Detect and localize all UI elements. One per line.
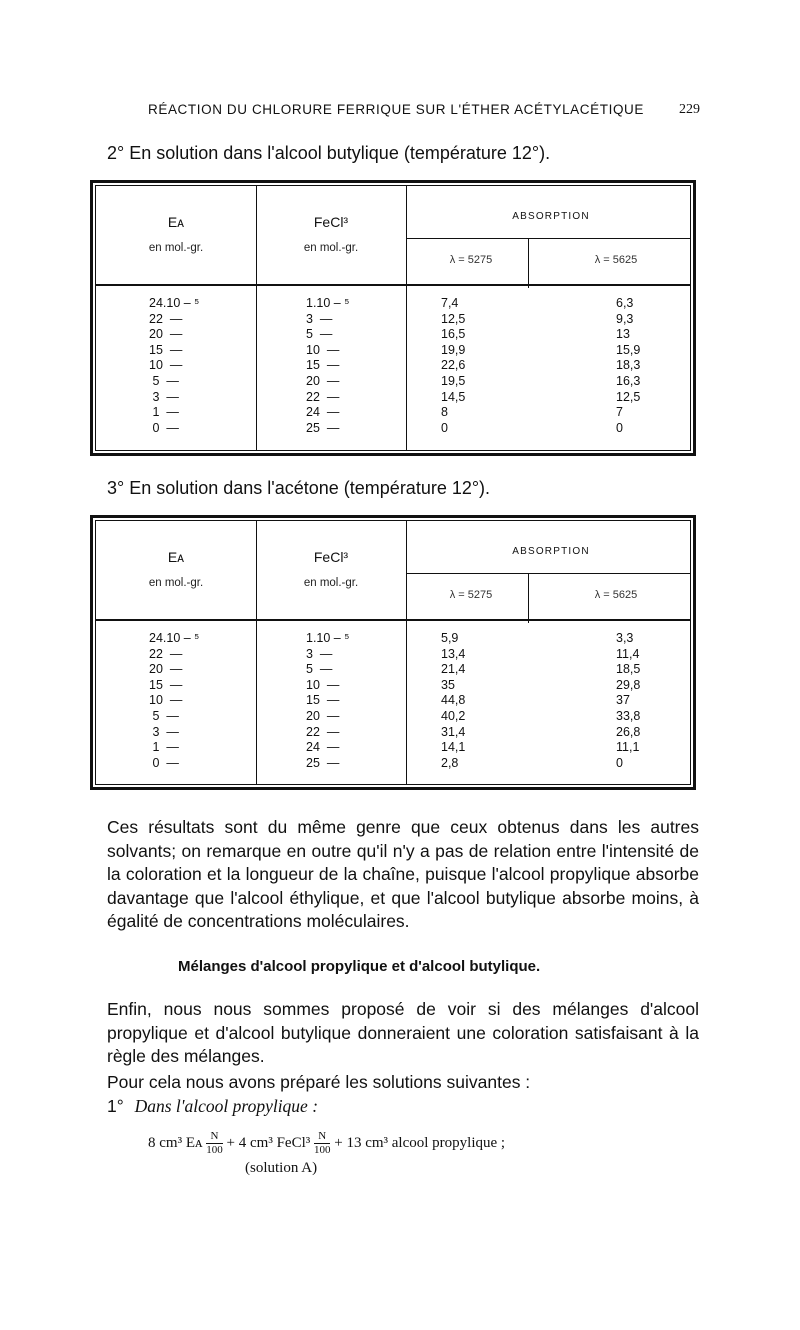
table-cell: 22 — [149, 646, 183, 661]
table-cell: 5 — [306, 662, 333, 677]
table-cell: 15 — [149, 342, 183, 357]
running-head [148, 102, 708, 126]
table-cell: 10 — [149, 693, 183, 708]
table-cell: 19,5 [441, 373, 466, 388]
table-cell: 0 — [149, 420, 179, 435]
table-cell: 37 [616, 693, 630, 708]
column-fecl3-values [306, 631, 396, 771]
table-cell: 9,3 [616, 311, 634, 326]
table-cell: 3 — [149, 724, 179, 739]
table-cell: 16,5 [441, 327, 466, 342]
column-ea-values [149, 631, 239, 771]
column-abs-5625 [616, 296, 686, 436]
table-cell: 5 — [306, 327, 333, 342]
fraction-denominator: 100 [206, 1144, 223, 1156]
table-cell: 3,3 [616, 631, 634, 645]
table-cell: 0 [616, 420, 623, 435]
table-cell: 18,5 [616, 662, 641, 677]
line-preparation: Pour cela nous avons préparé les solutions suivantes : [107, 1072, 531, 1092]
table-cell: 8 [441, 405, 448, 420]
table-cell: 44,8 [441, 693, 466, 708]
table-cell: 40,2 [441, 708, 466, 723]
col-header-fecl3: FeCl³ [313, 549, 349, 565]
table-cell: 22 — [306, 389, 340, 404]
table-acetone [90, 515, 696, 790]
table-cell: 1.10 – ⁵ [306, 296, 350, 310]
lambda-5625: λ = 5625 [594, 589, 638, 601]
table-cell: 21,4 [441, 662, 466, 677]
col-header-fecl3: FeCl³ [313, 214, 349, 230]
table-cell: 7 [616, 405, 623, 420]
table-cell: 20 — [149, 327, 183, 342]
table-cell: 19,9 [441, 342, 466, 357]
table-cell: 16,3 [616, 373, 641, 388]
table-cell: 0 — [149, 755, 179, 770]
formula-part-alcohol: + 13 cm³ alcool propylique ; [334, 1134, 506, 1151]
table-cell: 31,4 [441, 724, 466, 739]
table-cell: 2,8 [441, 755, 459, 770]
table-cell: 26,8 [616, 724, 641, 739]
paragraph-mixtures: Enfin, nous nous sommes proposé de voir si des mélanges d'alcool propylique et d'alcool butylique donneraient une coloration satisfaisant à la règle des mélanges. [107, 999, 699, 1066]
page-number: 229 [679, 102, 700, 117]
col-sub-ea: en mol.-gr. [148, 577, 204, 589]
fraction-n-100 [314, 1130, 331, 1157]
formula-part-fecl3: + 4 cm³ FeCl³ [226, 1134, 311, 1151]
col-sub-fecl3: en mol.-gr. [303, 242, 359, 254]
table-cell: 10 — [149, 358, 183, 373]
table-cell: 15 — [149, 677, 183, 692]
table-cell: 25 — [306, 420, 340, 435]
table-cell: 3 — [306, 311, 333, 326]
table-cell: 24.10 – ⁵ [149, 631, 200, 645]
table-cell: 25 — [306, 755, 340, 770]
item-label: Dans l'alcool propylique : [134, 1096, 319, 1116]
table-cell: 33,8 [616, 708, 641, 723]
table-cell: 1.10 – ⁵ [306, 631, 350, 645]
absorption-header: ABSORPTION [512, 546, 590, 557]
solution-label: (solution A) [245, 1160, 318, 1176]
col-sub-ea: en mol.-gr. [148, 242, 204, 254]
line-solution-1 [107, 1096, 318, 1117]
table-cell: 10 — [306, 342, 340, 357]
table-cell: 20 — [306, 708, 340, 723]
section-heading-acetone: 3° En solution dans l'acétone (température 12°). [107, 478, 491, 498]
table-cell: 11,1 [616, 740, 640, 755]
lambda-5625: λ = 5625 [594, 254, 638, 266]
column-abs-5625 [616, 631, 686, 771]
table-cell: 3 — [149, 389, 179, 404]
column-ea-values [149, 296, 239, 436]
formula-solution-a [148, 1130, 505, 1157]
table-cell: 12,5 [441, 311, 466, 326]
table-cell: 5 — [149, 708, 179, 723]
col-header-ea: Eᴀ [167, 214, 185, 230]
section-heading-butyl: 2° En solution dans l'alcool butylique (température 12°). [107, 143, 551, 163]
table-cell: 3 — [306, 646, 333, 661]
table-cell: 0 [616, 755, 623, 770]
table-cell: 24 — [306, 405, 340, 420]
table-cell: 1 — [149, 740, 179, 755]
absorption-header: ABSORPTION [512, 211, 590, 222]
table-cell: 24.10 – ⁵ [149, 296, 200, 310]
table-cell: 14,1 [441, 740, 466, 755]
col-sub-fecl3: en mol.-gr. [303, 577, 359, 589]
table-cell: 5 — [149, 373, 179, 388]
table-cell: 12,5 [616, 389, 641, 404]
table-cell: 15 — [306, 693, 340, 708]
table-cell: 10 — [306, 677, 340, 692]
lambda-5275: λ = 5275 [449, 589, 493, 601]
table-cell: 20 — [149, 662, 183, 677]
running-title: RÉACTION DU CHLORURE FERRIQUE SUR L'ÉTHER ACÉTYLACÉTIQUE [148, 102, 644, 117]
column-fecl3-values [306, 296, 396, 436]
table-cell: 22 — [149, 311, 183, 326]
table-butyl [90, 180, 696, 456]
table-cell: 13,4 [441, 646, 466, 661]
lambda-5275: λ = 5275 [449, 254, 493, 266]
table-cell: 13 [616, 327, 630, 342]
table-cell: 18,3 [616, 358, 641, 373]
fraction-numerator: N [314, 1130, 331, 1144]
paragraph-results: Ces résultats sont du même genre que ceux obtenus dans les autres solvants; on remarque en outre qu'il n'y a pas de relation entre l'intensité de la coloration et la longueur de la chaîne, puisque l'alcool propylique absorbe davantage que l'alcool éthylique, et que l'alcool butylique absorbe moins, à égalité de concentrations moléculaires. [107, 817, 699, 931]
table-cell: 1 — [149, 405, 179, 420]
col-header-ea: Eᴀ [167, 549, 185, 565]
table-cell: 15,9 [616, 342, 641, 357]
table-cell: 15 — [306, 358, 340, 373]
table-cell: 11,4 [616, 646, 640, 661]
subheading-mixtures: Mélanges d'alcool propylique et d'alcool butylique. [178, 958, 541, 975]
table-cell: 7,4 [441, 296, 459, 310]
formula-part-ea: 8 cm³ Eᴀ [148, 1134, 203, 1151]
column-abs-5275 [441, 296, 511, 436]
table-cell: 0 [441, 420, 448, 435]
table-cell: 24 — [306, 740, 340, 755]
table-cell: 5,9 [441, 631, 459, 645]
table-cell: 20 — [306, 373, 340, 388]
table-cell: 14,5 [441, 389, 466, 404]
fraction-denominator: 100 [313, 1144, 331, 1156]
table-cell: 35 [441, 677, 455, 692]
column-abs-5275 [441, 631, 511, 771]
table-cell: 22 — [306, 724, 340, 739]
fraction-numerator: N [206, 1130, 223, 1144]
table-cell: 6,3 [616, 296, 634, 310]
table-cell: 29,8 [616, 677, 641, 692]
table-cell: 22,6 [441, 358, 466, 373]
fraction-n-100 [206, 1130, 223, 1157]
item-number: 1° [107, 1096, 124, 1116]
